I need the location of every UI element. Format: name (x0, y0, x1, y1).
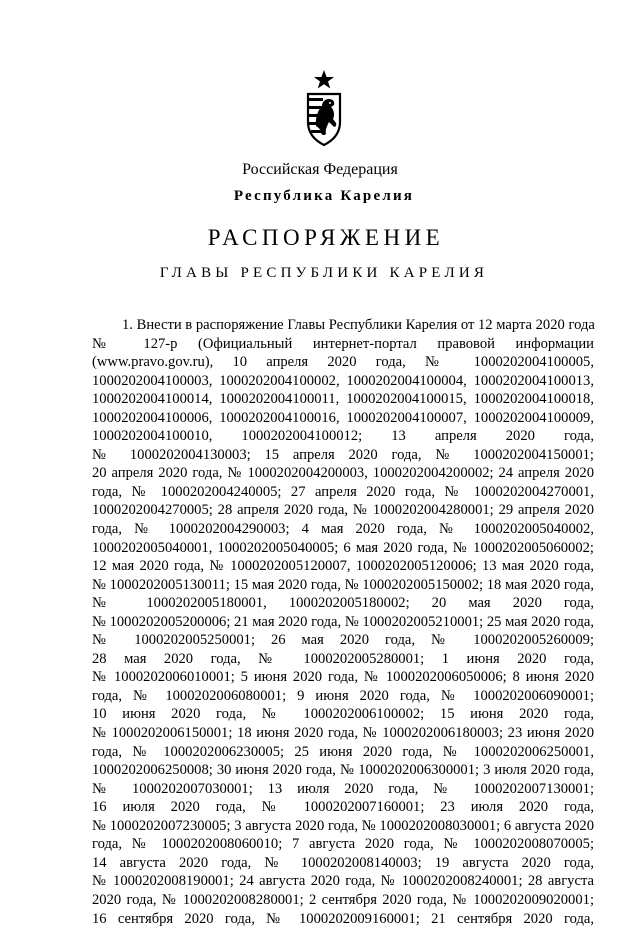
body-line: № 1000202007030001; 13 июля 2020 года, № 1000202007130001; (92, 780, 594, 799)
body-line: 1000202004100010, 1000202004100012; 13 апреля 2020 года, (92, 427, 594, 446)
body-line: № 1000202005130011; 15 мая 2020 года, № 1000202005150002; 18 мая 2020 года, (92, 576, 594, 595)
body-line: 20 апреля 2020 года, № 1000202004200003, 1000202004200002; 24 апреля 2020 (92, 464, 594, 483)
country-name: Российская Федерация (0, 160, 640, 180)
body-line: 1000202004100014, 1000202004100011, 1000202004100015, 1000202004100018, (92, 390, 594, 409)
body-line: № 1000202005250001; 26 мая 2020 года, № 1000202005260009; (92, 631, 594, 650)
body-line: года, № 1000202006230005; 25 июня 2020 года, № 1000202006250001, (92, 743, 594, 762)
body-line: года, № 1000202008060010; 7 августа 2020 года, № 1000202008070005; (92, 835, 594, 854)
document-body (92, 316, 594, 928)
body-line: № 1000202006010001; 5 июня 2020 года, № 1000202006050006; 8 июня 2020 (92, 668, 594, 687)
document-type: РАСПОРЯЖЕНИЕ (12, 224, 640, 252)
body-line: 1. Внести в распоряжение Главы Республики Карелия от 12 марта 2020 года (92, 316, 594, 335)
body-line: № 1000202006150001; 18 июня 2020 года, № 1000202006180003; 23 июня 2020 (92, 724, 594, 743)
body-line: 14 августа 2020 года, № 1000202008140003; 19 августа 2020 года, (92, 854, 594, 873)
document-header (0, 158, 640, 283)
body-line: № 1000202004130003; 15 апреля 2020 года, № 1000202004150001; (92, 446, 594, 465)
body-line: 1000202004100003, 1000202004100002, 1000202004100004, 1000202004100013, (92, 372, 594, 391)
body-line: № 1000202008190001; 24 августа 2020 года, № 1000202008240001; 28 августа (92, 872, 594, 891)
body-line: 12 мая 2020 года, № 1000202005120007, 1000202005120006; 13 мая 2020 года, (92, 557, 594, 576)
body-line: 2020 года, № 1000202008280001; 2 сентября 2020 года, № 1000202009020001; (92, 891, 594, 910)
body-line: (www.pravo.gov.ru), 10 апреля 2020 года, № 1000202004100005, (92, 353, 594, 372)
body-line: № 1000202005180001, 1000202005180002; 20 мая 2020 года, (92, 594, 594, 613)
body-line: года, № 1000202004240005; 27 апреля 2020 года, № 1000202004270001, (92, 483, 594, 502)
body-line: № 1000202007230005; 3 августа 2020 года, № 1000202008030001; 6 августа 2020 (92, 817, 594, 836)
body-line: 1000202004270005; 28 апреля 2020 года, № 1000202004280001; 29 апреля 2020 (92, 501, 594, 520)
republic-name: Республика Карелия (8, 186, 640, 206)
body-line: 28 мая 2020 года, № 1000202005280001; 1 июня 2020 года, (92, 650, 594, 669)
karelia-coat-of-arms-icon (302, 68, 346, 148)
body-line: года, № 1000202004290003; 4 мая 2020 года, № 1000202005040002, (92, 520, 594, 539)
body-line: 10 июня 2020 года, № 1000202006100002; 15 июня 2020 года, (92, 705, 594, 724)
body-line: № 127-р (Официальный интернет-портал правовой информации (92, 335, 594, 354)
body-line: 16 июля 2020 года, № 1000202007160001; 23 июля 2020 года, (92, 798, 594, 817)
body-line: 1000202006250008; 30 июня 2020 года, № 1000202006300001; 3 июля 2020 года, (92, 761, 594, 780)
body-line: года, № 1000202006080001; 9 июня 2020 года, № 1000202006090001; (92, 687, 594, 706)
body-line: 1000202004100006, 1000202004100016, 1000202004100007, 1000202004100009, (92, 409, 594, 428)
body-line: № 1000202005200006; 21 мая 2020 года, № 1000202005210001; 25 мая 2020 года, (92, 613, 594, 632)
body-line: 1000202005040001, 1000202005040005; 6 мая 2020 года, № 1000202005060002; (92, 539, 594, 558)
body-line: 16 сентября 2020 года, № 1000202009160001; 21 сентября 2020 года, (92, 910, 594, 928)
document-issuer: ГЛАВЫ РЕСПУБЛИКИ КАРЕЛИЯ (8, 263, 640, 283)
